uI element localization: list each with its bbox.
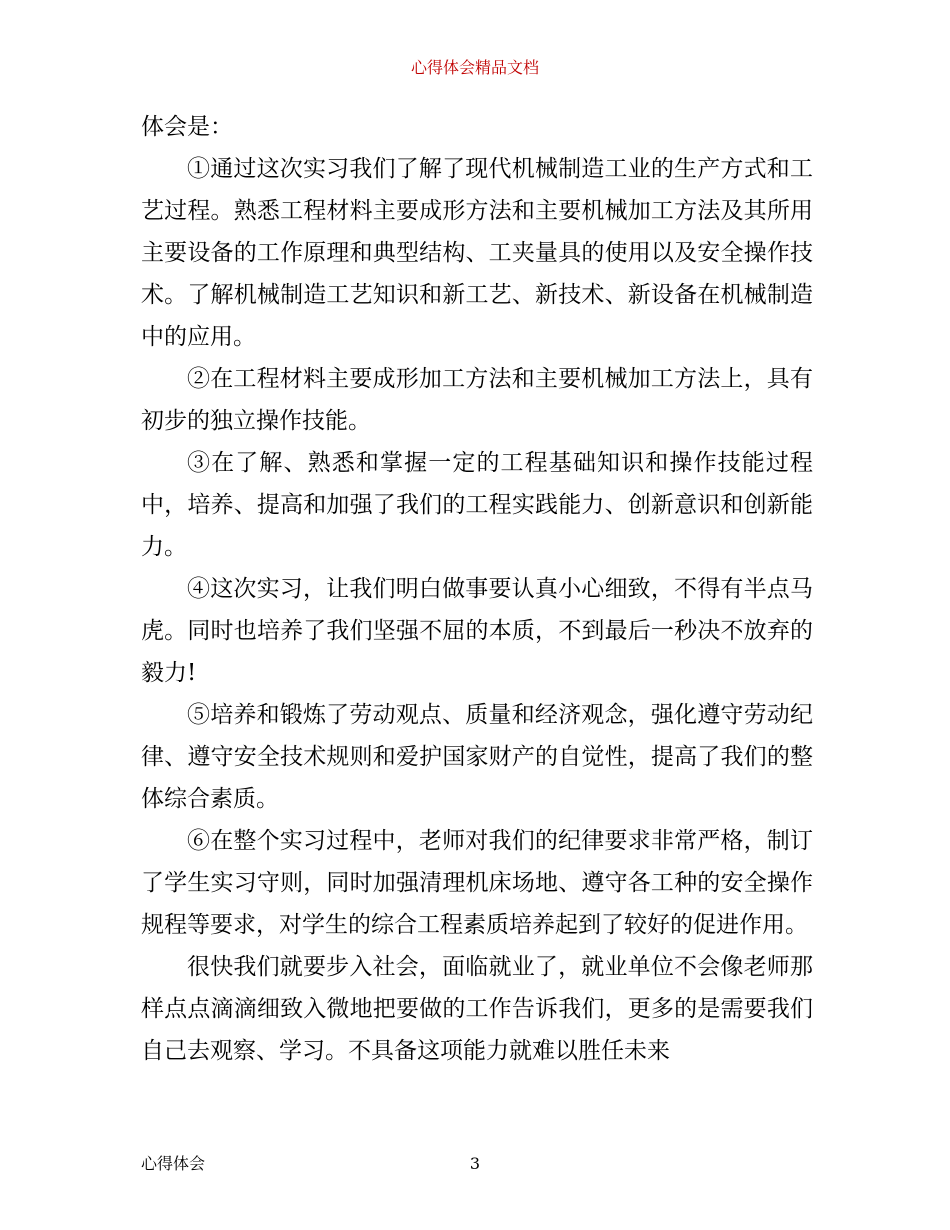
paragraph: ⑥在整个实习过程中，老师对我们的纪律要求非常严格，制订了学生实习守则，同时加强清理机床场地、遵守各工种的安全操作规程等要求，对学生的综合工程素质培养起到了较好的促进作用。: [141, 828, 813, 938]
document-body: [141, 106, 813, 1072]
paragraph: ④这次实习，让我们明白做事要认真小心细致，不得有半点马虎。同时也培养了我们坚强不屈的本质，不到最后一秒决不放弃的毅力!: [141, 576, 813, 686]
paragraph: 体会是：: [141, 114, 233, 140]
paragraph: ②在工程材料主要成形加工方法和主要机械加工方法上，具有初步的独立操作技能。: [141, 366, 813, 434]
footer-label: 心得体会: [141, 1154, 206, 1173]
paragraph: ③在了解、熟悉和掌握一定的工程基础知识和操作技能过程中，培养、提高和加强了我们的工程实践能力、创新意识和创新能力。: [141, 450, 813, 560]
page-number: 3: [469, 1154, 481, 1173]
paragraph: ①通过这次实习我们了解了现代机械制造工业的生产方式和工艺过程。熟悉工程材料主要成形方法和主要机械加工方法及其所用主要设备的工作原理和典型结构、工夹量具的使用以及安全操作技术。了解机械制造工艺知识和新工艺、新技术、新设备在机械制造中的应用。: [141, 156, 813, 350]
paragraph: ⑤培养和锻炼了劳动观点、质量和经济观念，强化遵守劳动纪律、遵守安全技术规则和爱护国家财产的自觉性，提高了我们的整体综合素质。: [141, 702, 813, 812]
paragraph: 很快我们就要步入社会，面临就业了，就业单位不会像老师那样点点滴滴细致入微地把要做的工作告诉我们，更多的是需要我们自己去观察、学习。不具备这项能力就难以胜任未来: [141, 954, 813, 1064]
page-header-title: 心得体会精品文档: [410, 58, 539, 77]
